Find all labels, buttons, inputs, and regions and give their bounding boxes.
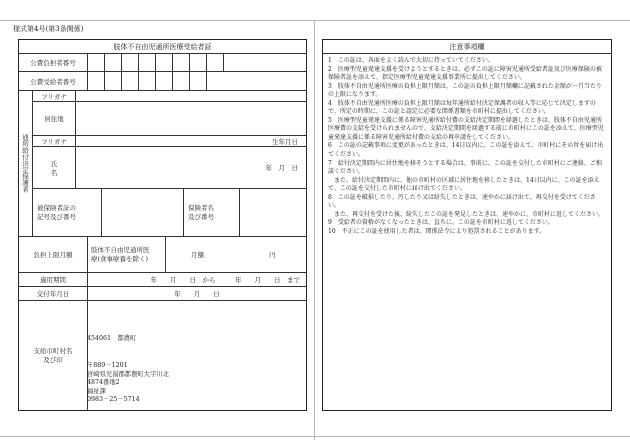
guardian-section — [19, 91, 306, 237]
department: 福祉課 — [87, 387, 106, 395]
notes-panel — [322, 39, 612, 411]
payer-number-end — [223, 54, 225, 71]
recipient-number-digit[interactable] — [172, 72, 190, 90]
copay-monthly-label: 月額 — [165, 237, 229, 272]
payer-number-digit[interactable] — [206, 54, 224, 71]
note-item: また、再交付を受けた後、紛失したこの証を発見したときは、速やかに、市町村に返してください。 — [328, 210, 605, 218]
note-item: 8 この証を破損したり、汚したり又は紛失したときは、速やかに届け出て、再交付を受けてください。 — [328, 193, 596, 210]
certificate-form — [18, 39, 307, 411]
payer-number-digit[interactable] — [87, 54, 105, 71]
note-item: 10 不正にこの証を使用した者は、関係法令により処罰されることがあります。 — [328, 227, 546, 235]
page-center-divider — [314, 20, 315, 440]
note-item: 9 受給者の資格がなくなったときは、直ちに、この証を市町村に返してください。 — [328, 219, 554, 227]
phone-number: 0983－25－5714 — [87, 396, 140, 404]
note-item: 2 医療型児童発達支援を受けようとするときは、必ずこの証に障害児通所受給者証及び医療保険の被保険者証を添えて、指定医療型児童発達支援事業所に提出してください。 — [328, 65, 602, 82]
notes-list — [328, 57, 605, 236]
recipient-number-digit[interactable] — [121, 72, 139, 90]
payer-number-digit[interactable] — [172, 54, 190, 71]
payer-number-digit[interactable] — [121, 54, 139, 71]
municipality-code-name: 454061 都農町 — [87, 335, 137, 342]
birthdate-label: 生年月日 — [272, 137, 298, 146]
address-number: 4874番地2 — [87, 379, 120, 387]
period-row — [19, 273, 306, 287]
note-item: 5 医療型児童発達支援に係る障害児通所給付費の支給決定期間を経過したときは、肢体不自由児通所医療費の支給を受けられませんので、支給決定期間を経過する前に市町村にこの証を添えて、医療型児童発達支援に係る障害児通所給付費の支給の再申請をしてください。 — [328, 116, 604, 141]
notes-title: 注意事項欄 — [323, 40, 611, 54]
payer-number-label: 公費負担者番号 — [30, 59, 76, 67]
insured-card-field[interactable] — [101, 189, 183, 237]
municipality-label: 支給市町村名 及び印 — [33, 346, 73, 364]
payer-number-digit[interactable] — [155, 54, 173, 71]
postal-code: 〒889－1201 — [87, 362, 128, 369]
address-field[interactable] — [75, 102, 306, 135]
payer-number-digit[interactable] — [104, 54, 122, 71]
payer-number-digit[interactable] — [138, 54, 156, 71]
certificate-title-row — [19, 40, 306, 54]
copay-yen-label[interactable]: 円 — [269, 251, 276, 259]
period-value[interactable]: 年 月 日 から 年 月 日 まで — [87, 273, 306, 286]
guardian-section-label: 通所給付決定保護者 — [21, 134, 29, 193]
issue-date-label: 交付年月日 — [36, 290, 70, 298]
recipient-number-end — [206, 72, 208, 90]
form-number-label: 様式第4号(第3条関係) — [13, 25, 84, 33]
note-item: 1 この証は、各面をよく読んで大切に持っていてください。 — [328, 57, 494, 64]
payer-number-digit[interactable] — [189, 54, 207, 71]
copay-row — [19, 237, 306, 273]
recipient-number-label: 公費受給者番号 — [30, 77, 76, 86]
address-line: 宮崎県児湯郡都農町大字川北 — [87, 370, 169, 378]
page-top-line — [0, 20, 630, 21]
name-field[interactable] — [75, 147, 235, 188]
recipient-number-digit[interactable] — [87, 72, 105, 90]
payer-number-row — [19, 54, 306, 72]
address-row — [32, 102, 306, 136]
insurance-row — [32, 189, 306, 237]
recipient-number-digit[interactable] — [104, 72, 122, 90]
recipient-number-digit[interactable] — [138, 72, 156, 90]
insurer-label: 保険者名 及び番号 — [183, 189, 239, 237]
furigana-row-1 — [32, 91, 306, 102]
note-item: 3 肢体不自由児通所医療の負担上限月額は、この証の負担上限月額欄に記載された金額が一月当たりの上限になります。 — [328, 82, 602, 99]
recipient-number-digit[interactable] — [155, 72, 173, 90]
birthdate-value[interactable]: 年 月 日 — [265, 164, 298, 172]
page-bottom-line — [0, 436, 630, 437]
period-label: 適用期間 — [40, 276, 66, 284]
name-row — [32, 147, 306, 189]
name-label: 氏名 — [50, 159, 72, 177]
certificate-title: 肢体不自由児通所医療受給者証 — [113, 42, 212, 51]
insured-card-label: 被保険者証の 記号及び番号 — [37, 204, 76, 221]
furigana-row-2 — [32, 136, 306, 147]
recipient-number-digit[interactable] — [189, 72, 207, 90]
furigana-field-2[interactable] — [75, 136, 235, 146]
issue-date-row — [19, 287, 306, 301]
municipality-row — [19, 301, 306, 410]
note-item: 7 給付決定期間内に居住地を移そうとする場合は、事前に、この証を交付した市町村にご連絡、ご相談ください。 — [328, 159, 602, 176]
copay-label: 負担上限月額 — [33, 251, 73, 259]
municipality-address — [87, 362, 169, 405]
copay-note: 肢体不自由児通所医 療(食事療養を除く) — [87, 237, 165, 272]
furigana-label-2: フリガナ — [41, 137, 67, 146]
address-label: 居住地 — [44, 115, 64, 123]
note-item: また、給付決定期間内に、他の市町村の区域に居住地を移したときは、14日以内に、この証を添えて、この証を交付した市町村に届け出てください。 — [328, 176, 600, 193]
furigana-field-1[interactable] — [75, 91, 306, 101]
note-item: 6 この証の記載事項に変更があったときは、14日以内に、この証を添えて、市町村にその旨を届け出てください。 — [328, 142, 604, 159]
furigana-label-1: フリガナ — [41, 92, 67, 101]
insurer-field[interactable] — [239, 189, 306, 237]
issue-date-value[interactable]: 年 月 日 — [87, 287, 306, 300]
note-item: 4 肢体不自由児通所医療の負担上限月額は毎年通所給付決定保護者の収入等に応じて決定しますので、所定の時期に、この証と認定に必要な関係書類を市町村に提出してください。 — [328, 99, 596, 116]
recipient-number-row — [19, 72, 306, 91]
